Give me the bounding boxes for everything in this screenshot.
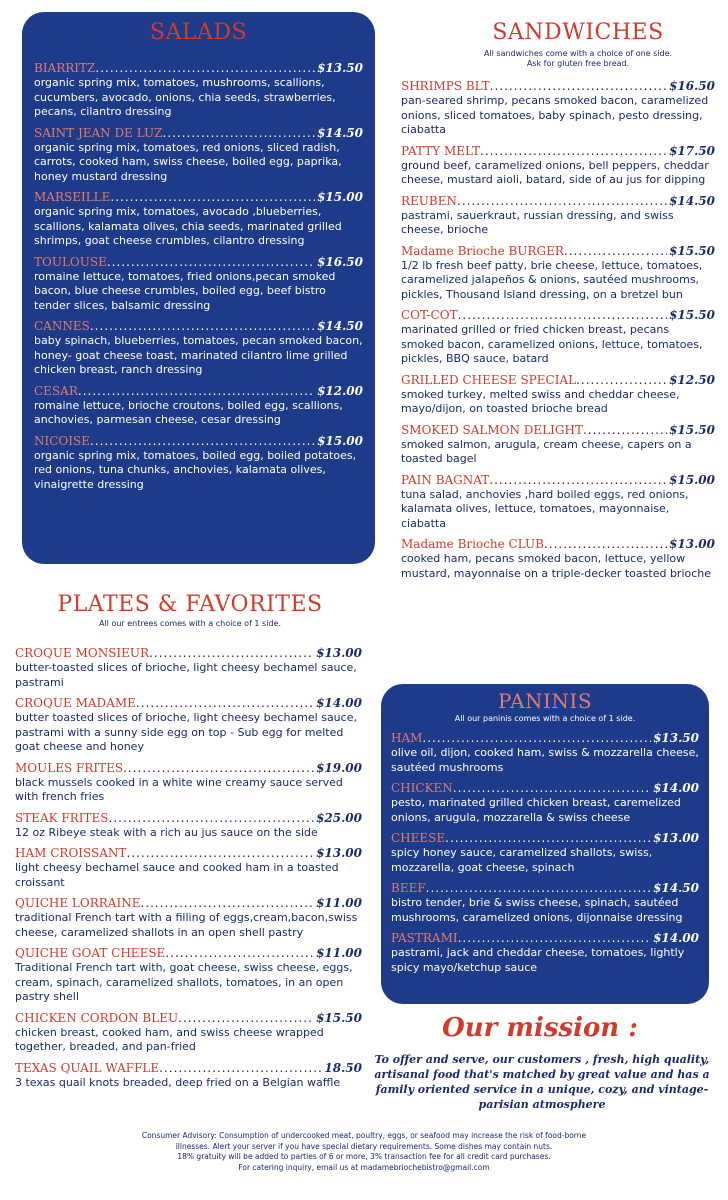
item-name: HAM CROISSANT [15, 846, 127, 860]
item-price: 18.50 [324, 1060, 362, 1075]
item-price: $13.00 [316, 646, 362, 660]
advisory-line: Consumer Advisory: Consumption of undercooked meat, poultry, eggs, or seafood may increase the risk of food-borne [141, 1131, 587, 1140]
item-description: olive oil, dijon, cooked ham, swiss & mozzarella cheese, sautéed mushrooms [391, 746, 699, 774]
item-price: $12.00 [317, 383, 363, 398]
menu-item [34, 60, 363, 120]
leader-dots [458, 930, 651, 946]
item-name: REUBEN [401, 193, 457, 208]
item-price: $14.00 [316, 696, 362, 710]
leader-dots [109, 810, 315, 826]
paninis-title: PANINIS [497, 689, 593, 713]
menu-item [401, 78, 715, 138]
item-name: SHRIMPS BLT [401, 79, 490, 93]
leader-dots [149, 645, 314, 661]
item-price: $13.00 [653, 831, 699, 845]
item-price: $14.00 [653, 931, 699, 945]
catering-email: For catering inquiry, email us at madamebriochebistro@gmail.com [238, 1162, 490, 1172]
mission-title: Our mission : [442, 1013, 638, 1043]
item-description: pan-seared shrimp, pecans smoked bacon, caramelized onions, sliced tomatoes, baby spinach, pesto dressing, ciabatta [401, 94, 709, 136]
salads-title: SALADS [149, 20, 248, 45]
leader-dots [162, 125, 315, 141]
item-price: $16.50 [669, 79, 715, 93]
item-description: organic spring mix, tomatoes, avocado ,blueberries, scallions, kalamata olives, chia seeds, marinated grilled shrimps, goat cheese crumbles, cilantro dressing [34, 205, 342, 247]
item-description: chicken breast, cooked ham, and swiss cheese wrapped together, breaded, and pan-fried [15, 1025, 324, 1053]
menu-item [401, 307, 715, 367]
menu-item [15, 695, 362, 755]
item-price: $25.00 [316, 810, 362, 825]
item-name: CROQUE MONSIEUR [15, 646, 150, 660]
item-description: spicy honey sauce, caramelized shallots, swiss, mozzarella, goat cheese, spinach [391, 846, 653, 874]
leader-dots [110, 189, 315, 205]
item-price: $13.00 [316, 846, 362, 860]
leader-dots [78, 383, 315, 399]
sandwiches-subtitle-line: All sandwiches come with a choice of one side. [483, 49, 673, 58]
leader-dots [165, 945, 314, 961]
menu-item [15, 945, 362, 1005]
leader-dots [576, 372, 667, 388]
item-name: PASTRAMI [391, 931, 458, 945]
leader-dots [564, 243, 667, 259]
item-description: light cheesy bechamel sauce and cooked ham in a toasted croissant [15, 861, 339, 889]
item-description: black mussels cooked in a white wine creamy sauce served with french fries [15, 775, 343, 803]
menu-item [34, 433, 363, 493]
item-description: smoked turkey, melted swiss and cheddar cheese, mayo/dijon, on toasted brioche bread [401, 387, 680, 415]
plates-subtitle: All our entrees comes with a choice of 1 side. [98, 619, 281, 628]
item-price: $15.50 [316, 1010, 362, 1025]
item-name: TEXAS QUAIL WAFFLE [15, 1060, 160, 1075]
item-price: $14.50 [317, 319, 363, 333]
salads-list [34, 60, 363, 492]
item-name: CHEESE [391, 831, 446, 845]
item-price: $13.00 [669, 537, 715, 551]
item-description: 3 texas quail knots breaded, deep fried on a Belgian waffle [15, 1075, 341, 1089]
paninis-list [391, 730, 699, 975]
menu-item [401, 193, 715, 238]
menu-item [401, 243, 715, 303]
item-description: pastrami, jack and cheddar cheese, tomatoes, lightly spicy mayo/ketchup sauce [391, 946, 685, 974]
menu-item [15, 810, 362, 841]
item-name: BEEF [391, 881, 426, 895]
menu-item [15, 845, 362, 890]
item-description: 12 oz Ribeye steak with a rich au jus sauce on the side [15, 825, 318, 839]
item-name: CROQUE MADAME [15, 696, 136, 710]
item-name: CHICKEN [391, 781, 453, 795]
item-description: smoked salmon, arugula, cream cheese, capers on a toasted bagel [401, 437, 692, 465]
item-price: $13.50 [653, 731, 699, 745]
item-name: PATTY MELT [401, 143, 480, 158]
leader-dots [445, 830, 651, 846]
mission-statement: To offer and serve, our customers , fresh, high quality, artisanal food that's matched by great value and has a family oriented service in a unique, cozy, and vintage-parisian atmosphere [374, 1053, 710, 1111]
menu-item [15, 760, 362, 805]
item-description: 1/2 lb fresh beef patty, brie cheese, lettuce, tomatoes, caramelized jalapeños & onions, sautéed mushrooms, pickles, Thousand Island dressing, on a bretzel bun [401, 258, 703, 301]
item-description: organic spring mix, tomatoes, boiled egg, boiled potatoes, red onions, tuna chunks, anchovies, kalamata olives, vinaigrette dressing [34, 448, 357, 491]
item-price: $14.00 [653, 781, 699, 795]
item-description: romaine lettuce, tomatoes, fried onions,pecan smoked bacon, blue cheese crumbles, boiled egg, beef bistro tender slices, balsamic dressing [34, 269, 336, 312]
menu-item [391, 930, 699, 975]
item-name: BIARRITZ [34, 61, 96, 75]
consumer-advisory [110, 1131, 618, 1173]
item-name: CESAR [34, 383, 78, 398]
item-name: MOULES FRITES [15, 760, 124, 775]
item-name: Madame Brioche CLUB [401, 537, 544, 551]
item-price: $15.00 [669, 472, 715, 487]
menu-item [391, 830, 699, 875]
leader-dots [489, 472, 667, 488]
item-price: $15.00 [317, 190, 363, 204]
sandwiches-subtitle [430, 49, 726, 69]
item-price: $11.00 [316, 946, 362, 960]
item-name: QUICHE LORRAINE [15, 896, 141, 910]
item-description: bistro tender, brie & swiss cheese, spinach, sautéed mushrooms, caramelized onions, dijonnaise dressing [391, 896, 683, 924]
advisory-line: illnesses. Alert your server if you have special dietary requirements. Some dishes may contain nuts. [175, 1141, 553, 1151]
leader-dots [178, 1010, 314, 1026]
leader-dots [136, 695, 314, 711]
plates-title: PLATES & FAVORITES [57, 592, 323, 617]
leader-dots [457, 193, 667, 209]
salads-panel [22, 12, 375, 564]
item-name: STEAK FRITES [15, 810, 109, 825]
item-price: $16.50 [317, 254, 363, 269]
menu-item [391, 730, 699, 775]
item-description: Traditional French tart with, goat cheese, swiss cheese, eggs, cream, spinach, caramelized shallots, tomatoes, in an open pastry shell [15, 961, 353, 1003]
menu-item [15, 1010, 362, 1055]
item-description: pesto, marinated grilled chicken breast, caremelized onions, arugula, mozzarella & swiss cheese [391, 796, 681, 824]
leader-dots [544, 536, 667, 552]
sandwiches-list [401, 78, 715, 586]
item-description: tuna salad, anchovies ,hard boiled eggs, red onions, kalamata olives, lettuce, tomatoes, mayonnaise, ciabatta [401, 487, 689, 530]
menu-item [401, 143, 715, 188]
leader-dots [458, 307, 668, 323]
item-name: SMOKED SALMON DELIGHT [401, 422, 583, 437]
menu-item [34, 189, 363, 249]
plates-list [15, 645, 362, 1095]
menu-item [15, 895, 362, 940]
sandwiches-subtitle-line: Ask for gluten free bread. [526, 59, 630, 68]
leader-dots [159, 1060, 322, 1076]
item-name: PAIN BAGNAT [401, 472, 490, 487]
item-price: $19.00 [316, 760, 362, 775]
item-name: SAINT JEAN DE LUZ [34, 125, 163, 140]
menu-item [15, 1060, 362, 1091]
leader-dots [426, 880, 651, 896]
leader-dots [583, 422, 667, 438]
item-description: marinated grilled or fried chicken breast, pecans smoked bacon, caramelized onions, lettuce, tomatoes, pickles, BBQ sauce, batard [401, 323, 703, 365]
item-price: $14.50 [669, 193, 715, 208]
menu-item [401, 536, 715, 581]
item-name: TOULOUSE [34, 254, 107, 269]
menu-item [15, 645, 362, 690]
item-name: CHICKEN CORDON BLEU [15, 1010, 179, 1025]
item-description: ground beef, caramelized onions, bell peppers, cheddar cheese, mustard aioli, batard, side of au jus for dipping [401, 158, 709, 186]
item-price: $15.50 [669, 422, 715, 437]
menu-item [401, 472, 715, 532]
leader-dots [123, 760, 314, 776]
item-price: $13.50 [317, 61, 363, 75]
leader-dots [90, 433, 315, 449]
menu-item [34, 254, 363, 314]
item-name: COT-COT [401, 308, 458, 322]
menu-item [401, 372, 715, 417]
item-description: baby spinach, blueberries, tomatoes, pecan smoked bacon, honey- goat cheese toast, marinated cilantro lime grilled chicken breast, ranch dressing [34, 334, 363, 376]
leader-dots [453, 780, 651, 796]
paninis-subtitle: All our paninis comes with a choice of 1 side. [454, 714, 636, 723]
advisory-line: 18% gratuity will be added to parties of 6 or more, 3% transaction fee for all credit card purchases. [177, 1152, 551, 1161]
item-description: butter toasted slices of brioche, light cheesy bechamel sauce, pastrami with a sunny side egg on top - Sub egg for melted goat cheese and honey [15, 711, 357, 753]
item-price: $11.00 [316, 896, 362, 910]
leader-dots [90, 318, 315, 334]
menu-item [391, 880, 699, 925]
item-price: $15.50 [669, 243, 715, 258]
item-description: pastrami, sauerkraut, russian dressing, and swiss cheese, brioche [401, 208, 674, 236]
item-description: cooked ham, pecans smoked bacon, lettuce, yellow mustard, mayonnaise on a triple-decker toasted brioche [401, 552, 712, 580]
item-price: $15.50 [669, 308, 715, 322]
leader-dots [490, 78, 667, 94]
menu-item [34, 125, 363, 185]
item-name: HAM [391, 731, 423, 745]
item-description: romaine lettuce, brioche croutons, boiled egg, scallions, anchovies, parmesan cheese, cesar dressing [34, 398, 343, 426]
menu-item [34, 318, 363, 378]
item-description: traditional French tart with a filling of eggs,cream,bacon,swiss cheese, caramelized shallots in an open shell pastry [15, 911, 358, 939]
menu-item [34, 383, 363, 428]
item-price: $17.50 [669, 143, 715, 158]
item-price: $14.50 [317, 125, 363, 140]
menu-item [401, 422, 715, 467]
item-name: GRILLED CHEESE SPECIAL [401, 372, 577, 387]
menu-item [391, 780, 699, 825]
leader-dots [480, 143, 667, 159]
leader-dots [140, 895, 314, 911]
leader-dots [95, 60, 315, 76]
item-name: NICOISE [34, 433, 90, 448]
paninis-panel [381, 684, 709, 1004]
leader-dots [107, 254, 315, 270]
item-price: $15.00 [317, 433, 363, 448]
item-description: butter-toasted slices of brioche, light cheesy bechamel sauce, pastrami [15, 661, 357, 689]
item-description: organic spring mix, tomatoes, red onions, sliced radish, carrots, cooked ham, swiss cheese, boiled egg, paprika, honey mustard dressing [34, 140, 342, 183]
item-name: Madame Brioche BURGER [401, 243, 564, 258]
item-price: $12.50 [669, 372, 715, 387]
sandwiches-title: SANDWICHES [492, 20, 664, 45]
leader-dots [126, 845, 314, 861]
item-name: MARSEILLE [34, 190, 111, 204]
item-price: $14.50 [653, 881, 699, 895]
item-description: organic spring mix, tomatoes, mushrooms, scallions, cucumbers, avocado, onions, chia seeds, strawberries, pecans, cilantro dressing [34, 76, 336, 118]
item-name: CANNES [34, 319, 90, 333]
item-name: QUICHE GOAT CHEESE [15, 946, 166, 960]
leader-dots [422, 730, 651, 746]
